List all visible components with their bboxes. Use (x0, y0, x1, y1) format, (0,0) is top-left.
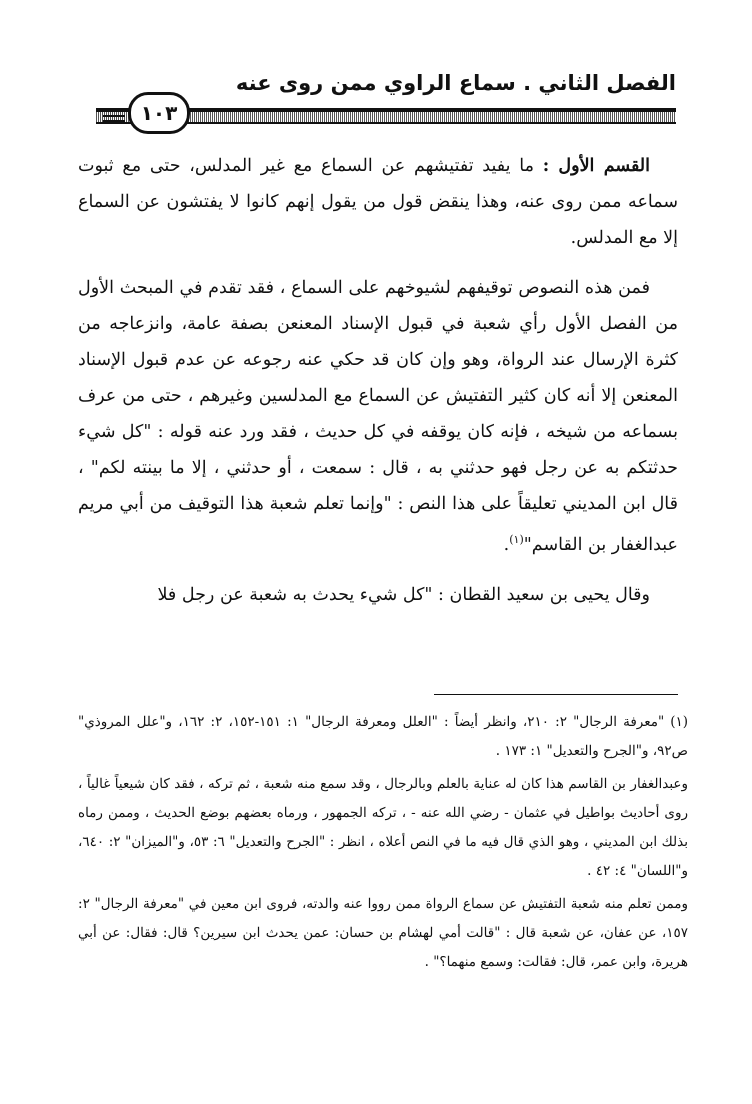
paragraph-3: وقال يحيى بن سعيد القطان : "كل شيء يحدث به شعبة عن رجل فلا (157, 584, 650, 605)
footnote-number: (١) (670, 714, 689, 730)
running-header: الفصل الثاني . سماع الراوي ممن روى عنه (235, 71, 676, 95)
footnote-para-3: وممن تعلم منه شعبة التفتيش عن سماع الرواة ممن رووا عنه والدته، فروى ابن معين في "معرفة الرجال" ٢: ١٥٧، عن عفان، عن شعبة قال : "قالت أمي لهشام بن حسان: عمن يحدث ابن سيرين؟ قال: فقال: عن أبي هريرة، وابن عمر، قال: فقالت: وسمع منهما؟" . (78, 896, 688, 970)
main-text (78, 148, 678, 613)
paragraph-1 (78, 148, 678, 256)
footnote-1-text: "معرفة الرجال" ٢: ٢١٠، وانظر أيضاً : "العلل ومعرفة الرجال" ١: ١٥١-١٥٢، ٢: ١٦٢، و"علل المروذي" ص٩٢، و"الجرح والتعديل" ١: ١٧٣ . (78, 714, 688, 759)
paragraph-2-text: فمن هذه النصوص توقيفهم لشيوخهم على السماع ، فقد تقدم في المبحث الأول من الفصل الأول رأي شعبة في قبول الإسناد المعنعن بصفة عامة، وانزعاجه من كثرة الإرسال عند الرواة، وهو وإن كان قد حكي عنه رجوعه عن عدم قبول الإسناد المعنعن إلا أنه كان كثير التفتيش عن السماع مع المدلسين وغيرهم ، حتى من عرف بسماعه من شيخه ، فإنه كان يوقفه في كل حديث ، فقد ورد عنه قوله : "كل شيء حدثتكم به عن رجل فهو حدثني به ، قال : سمعت ، أو حدثني ، إلا ما بينته لكم" ، قال ابن المديني تعليقاً على هذا النص : "وإنما تعلم شعبة هذا التوقيف من أبي مريم عبدالغفار بن القاسم" (78, 278, 678, 555)
paragraph-2: فمن هذه النصوص توقيفهم لشيوخهم على السماع ، فقد تقدم في المبحث الأول من الفصل الأول رأي شعبة في قبول الإسناد المعنعن بصفة عامة، وانزعاجه من كثرة الإرسال عند الرواة، وهو وإن كان قد حكي عنه رجوعه عن عدم قبول الإسناد المعنعن إلا أنه كان كثير التفتيش عن السماع مع المدلسين وغيرهم ، حتى من عرف بسماعه من شيخه ، فإنه كان يوقفه في كل حديث ، فقد ورد عنه قوله : "كل شيء حدثتكم به عن رجل فهو حدثني به ، قال : سمعت ، أو حدثني ، إلا ما بينته لكم" ، قال ابن المديني تعليقاً على هذا النص : "وإنما تعلم شعبة هذا التوقيف من أبي مريم عبدالغفار بن القاسم"$^{(١)}$. (78, 278, 678, 555)
footnote-ref: (١) (509, 533, 524, 546)
footnotes (78, 708, 688, 977)
header-rule-stub-mid (103, 115, 125, 117)
paragraph-1-text: ما يفيد تفتيشهم عن السماع مع غير المدلس، حتى مع ثبوت سماعه ممن روى عنه، وهذا ينقض قول من يقول إنهم كانوا لا يفتشون عن السماع إلا مع المدلس. (78, 156, 678, 248)
footnote-1 (78, 708, 688, 766)
section-lead: القسم الأول : (542, 156, 650, 176)
page-number: ١٠٣ (128, 92, 190, 134)
header-rule-stub-bottom (103, 120, 125, 122)
footnote-para-2: وعبدالغفار بن القاسم هذا كان له عناية بالعلم وبالرجال ، وقد سمع منه شعبة ، ثم تركه ، فقد كان شيعياً غالياً ، روى أحاديث بواطيل في عثمان - رضي الله عنه - ، تركه الجمهور ، ورماه بعضهم بوضع الحديث ، وممن رماه بذلك ابن المديني ، وهو الذي قال فيه ما في النص أعلاه ، انظر : "الجرح والتعديل" ٦: ٥٣، و"الميزان" ٢: ٦٤٠، و"اللسان" ٤: ٤٢ . (78, 776, 688, 879)
footnote-separator (434, 694, 678, 695)
header-rule-stub-top (103, 110, 125, 112)
